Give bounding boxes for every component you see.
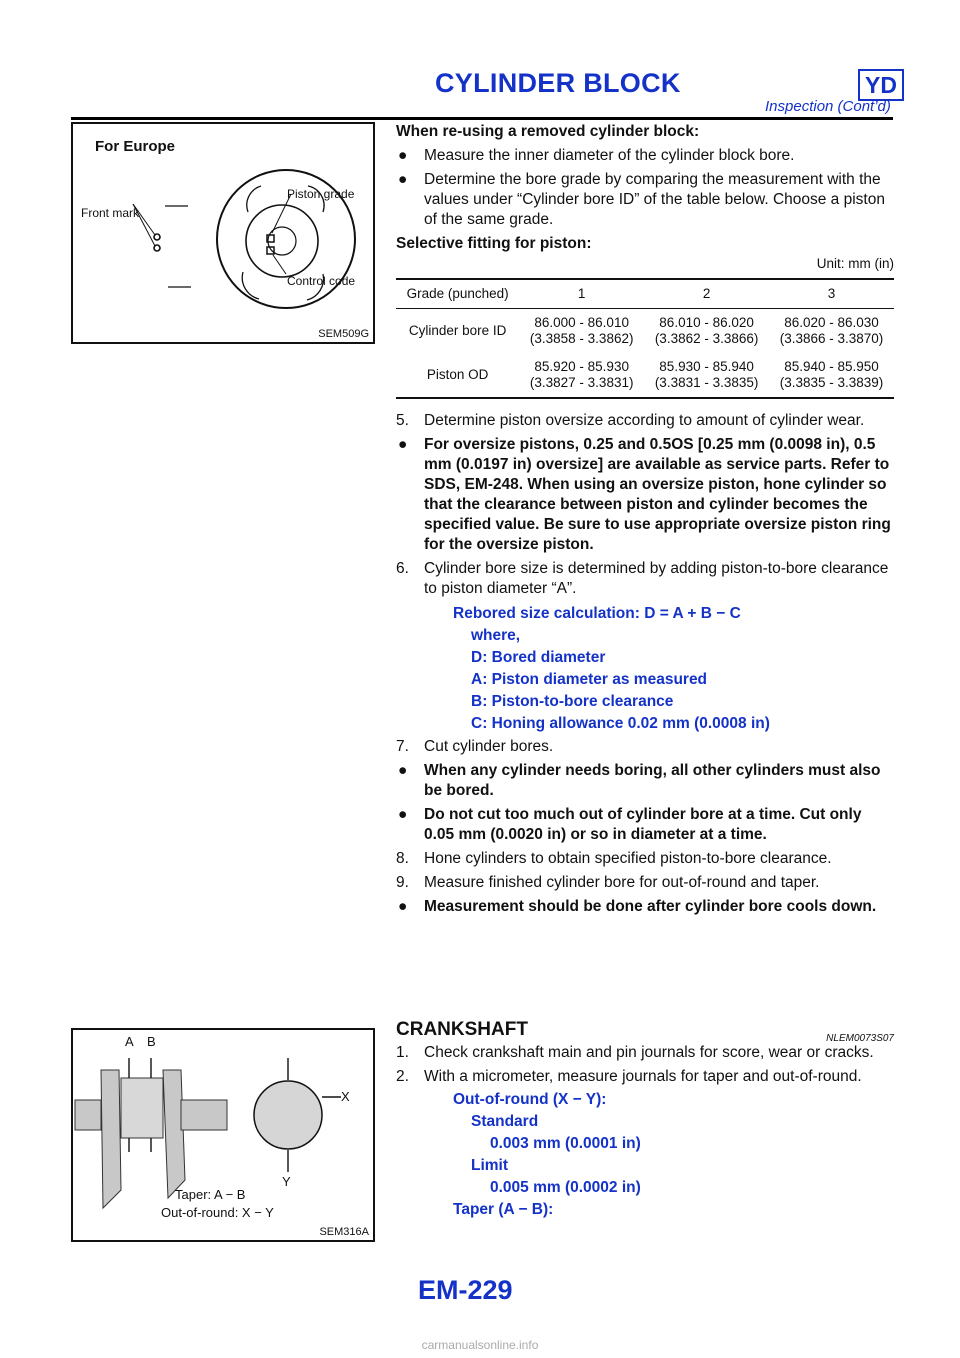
row-label: Piston OD (396, 353, 519, 398)
figure-piston-grade (71, 122, 375, 344)
table-header-cell: 3 (769, 279, 894, 309)
step-7-bullet-1: ● When any cylinder needs boring, all other cylinders must also be bored. (398, 762, 881, 799)
figure-id: SEM509G (318, 328, 369, 340)
table-header-cell: 2 (644, 279, 769, 309)
bullet-icon: ● (398, 436, 408, 453)
label-piston-grade: Piston grade (287, 187, 355, 201)
step-6: 6. Cylinder bore size is determined by adding piston-to-bore clearance to piston diameter “A”. (396, 560, 889, 597)
table-cell: 86.020 - 86.030 (3.3866 - 3.3870) (769, 309, 894, 354)
reuse-bullet-2: ● Determine the bore grade by comparing the measurement with the values under “Cylinder bore ID” of the table below. Choose a piston of the same grade. (398, 171, 885, 228)
footer-watermark: carmanualsonline.info (421, 1338, 539, 1352)
table-cell: 85.930 - 85.940 (3.3831 - 3.3835) (644, 353, 769, 398)
selective-fitting-table (396, 278, 894, 399)
bullet-icon: ● (398, 762, 408, 779)
selective-heading: Selective fitting for piston: (396, 235, 592, 252)
crank-spec: Out-of-round (X − Y): Standard 0.003 mm (0.0001 in) Limit 0.005 mm (0.0002 in) Taper (A − B): (453, 1091, 641, 1218)
figure-crankshaft (71, 1028, 375, 1242)
table-header-row (396, 279, 894, 309)
figure-title: For Europe (95, 138, 176, 155)
crank-step-1: 1. Check crankshaft main and pin journals for score, wear or cracks. (396, 1044, 874, 1061)
step-7: 7. Cut cylinder bores. (396, 738, 554, 755)
section-subtitle: Inspection (Cont’d) (765, 98, 891, 115)
table-row (396, 309, 894, 354)
rebore-calculation: Rebored size calculation: D = A + B − C where, D: Bored diameter A: Piston diameter as measured B: Piston-to-bore clearance C: Honing allowance 0.02 mm (0.0008 in) (453, 605, 770, 732)
piston-diagram (73, 124, 373, 342)
step-7-bullet-2: ● Do not cut too much out of cylinder bore at a time. Cut only 0.05 mm (0.0020 in) or so in diameter at a time. (398, 806, 862, 843)
caption-out-of-round: Out-of-round: X − Y (161, 1205, 274, 1220)
table-cell: 85.940 - 85.950 (3.3835 - 3.3839) (769, 353, 894, 398)
step-9-bullet: ● Measurement should be done after cylinder bore cools down. (398, 898, 877, 915)
unit-note: Unit: mm (in) (816, 256, 894, 271)
label-front-mark: Front mark (81, 206, 140, 220)
main-column (396, 122, 894, 917)
step-5-bullet: ● For oversize pistons, 0.25 and 0.5OS [0.25 mm (0.0098 in), 0.5 mm (0.0197 in) oversize] are available as service parts. Refer to SDS, EM-248. When using an oversize piston, hone cylinder so that the clearance between piston and cylinder becomes the specified value. Be sure to use appropriate oversize piston ring for the oversize piston. (398, 436, 891, 553)
page-number: EM-229 (418, 1275, 513, 1305)
bullet-icon: ● (398, 171, 408, 188)
reuse-heading: When re-using a removed cylinder block: (396, 123, 700, 140)
reuse-bullet-1: ● Measure the inner diameter of the cylinder block bore. (398, 147, 795, 164)
step-9: 9. Measure finished cylinder bore for out-of-round and taper. (396, 874, 820, 891)
step-5: 5. Determine piston oversize according to amount of cylinder wear. (396, 412, 865, 429)
crank-step-2: 2. With a micrometer, measure journals for taper and out-of-round. (396, 1068, 862, 1085)
table-header-cell: Grade (punched) (396, 279, 519, 309)
row-label: Cylinder bore ID (396, 309, 519, 354)
caption-taper: Taper: A − B (175, 1187, 246, 1202)
figure-id: SEM316A (319, 1226, 369, 1238)
label-a: A (125, 1034, 134, 1049)
table-cell: 85.920 - 85.930 (3.3827 - 3.3831) (519, 353, 644, 398)
step-8: 8. Hone cylinders to obtain specified piston-to-bore clearance. (396, 850, 832, 867)
table-cell: 86.000 - 86.010 (3.3858 - 3.3862) (519, 309, 644, 354)
crankshaft-heading (396, 1019, 894, 1044)
crankshaft-title: CRANKSHAFT (396, 1019, 528, 1040)
engine-code-badge: YD (858, 69, 904, 101)
table-cell: 86.010 - 86.020 (3.3862 - 3.3866) (644, 309, 769, 354)
label-b: B (147, 1034, 156, 1049)
table-header-cell: 1 (519, 279, 644, 309)
bullet-icon: ● (398, 806, 408, 823)
label-x: X (341, 1089, 350, 1104)
crankshaft-code: NLEM0073S07 (826, 1033, 894, 1044)
label-control-code: Control code (287, 274, 356, 288)
bullet-icon: ● (398, 147, 408, 164)
table-row (396, 353, 894, 398)
header-rule (71, 117, 893, 120)
crankshaft-section (396, 1020, 894, 1221)
label-y: Y (282, 1174, 291, 1189)
bullet-icon: ● (398, 898, 408, 915)
section-title: CYLINDER BLOCK (435, 68, 681, 98)
